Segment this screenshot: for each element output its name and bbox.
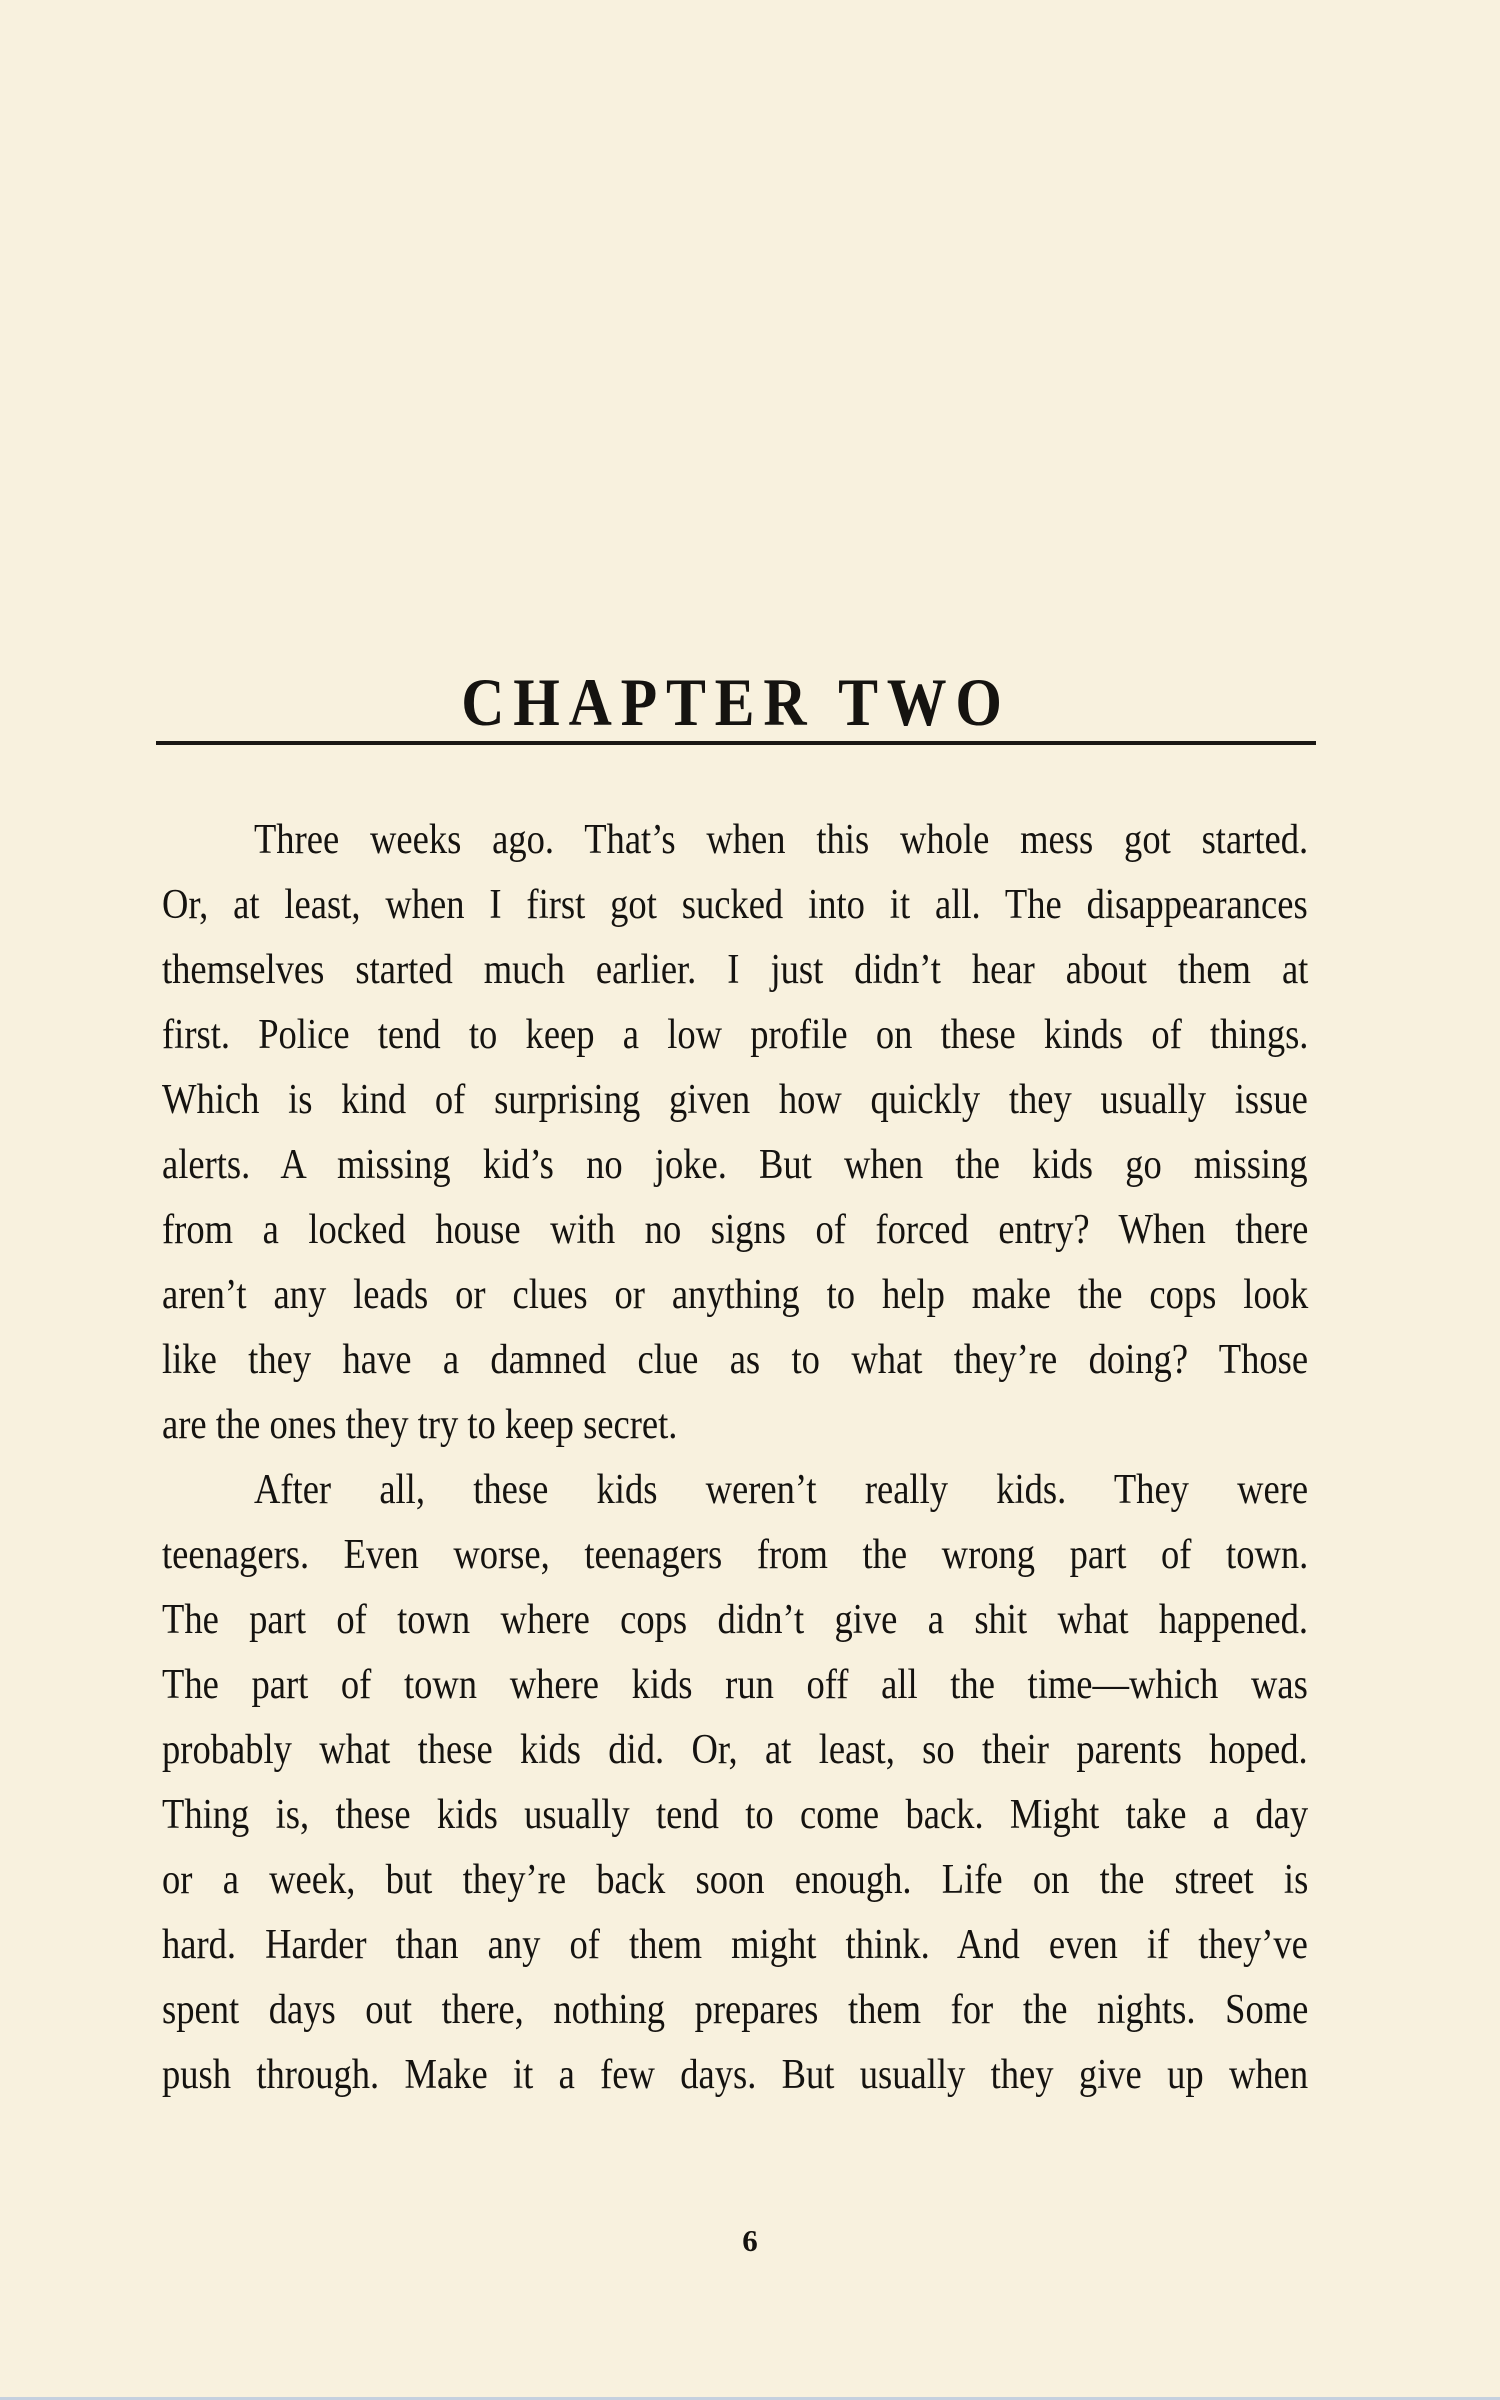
body-line: probably what these kids did. Or, at least, so their parents hoped.: [162, 1727, 1308, 1773]
body-line: After all, these kids weren’t really kids. They were: [253, 1467, 1309, 1513]
body-line: The part of town where cops didn’t give a shit what happened.: [162, 1597, 1308, 1643]
body-line: from a locked house with no signs of forced entry? When there: [162, 1207, 1309, 1253]
body-line: The part of town where kids run off all the time—which was: [162, 1662, 1308, 1708]
body-line: Thing is, these kids usually tend to come back. Might take a day: [162, 1792, 1309, 1838]
body-line: hard. Harder than any of them might think. And even if they’ve: [162, 1922, 1308, 1968]
body-line: are the ones they try to keep secret.: [162, 1402, 678, 1448]
body-line: first. Police tend to keep a low profile on these kinds of things.: [162, 1012, 1309, 1058]
body-line: or a week, but they’re back soon enough. Life on the street is: [162, 1857, 1309, 1903]
body-line: Three weeks ago. That’s when this whole mess got started.: [253, 817, 1309, 863]
body-line: push through. Make it a few days. But usually they give up when: [162, 2052, 1309, 2098]
body-text: [162, 808, 1308, 2108]
body-line: aren’t any leads or clues or anything to help make the cops look: [162, 1272, 1309, 1318]
page-number-label: 6: [742, 2223, 758, 2258]
chapter-title: CHAPTER TWO: [461, 664, 1011, 740]
body-line: themselves started much earlier. I just didn’t hear about them at: [162, 947, 1309, 993]
body-line: Which is kind of surprising given how quickly they usually issue: [162, 1077, 1308, 1123]
body-line: like they have a damned clue as to what they’re doing? Those: [162, 1337, 1309, 1383]
body-line: alerts. A missing kid’s no joke. But when the kids go missing: [162, 1142, 1308, 1188]
title-divider: [156, 741, 1316, 745]
body-line: Or, at least, when I first got sucked into it all. The disappearances: [162, 882, 1308, 928]
body-line: teenagers. Even worse, teenagers from the wrong part of town.: [162, 1532, 1309, 1578]
body-line: spent days out there, nothing prepares them for the nights. Some: [162, 1987, 1309, 2033]
